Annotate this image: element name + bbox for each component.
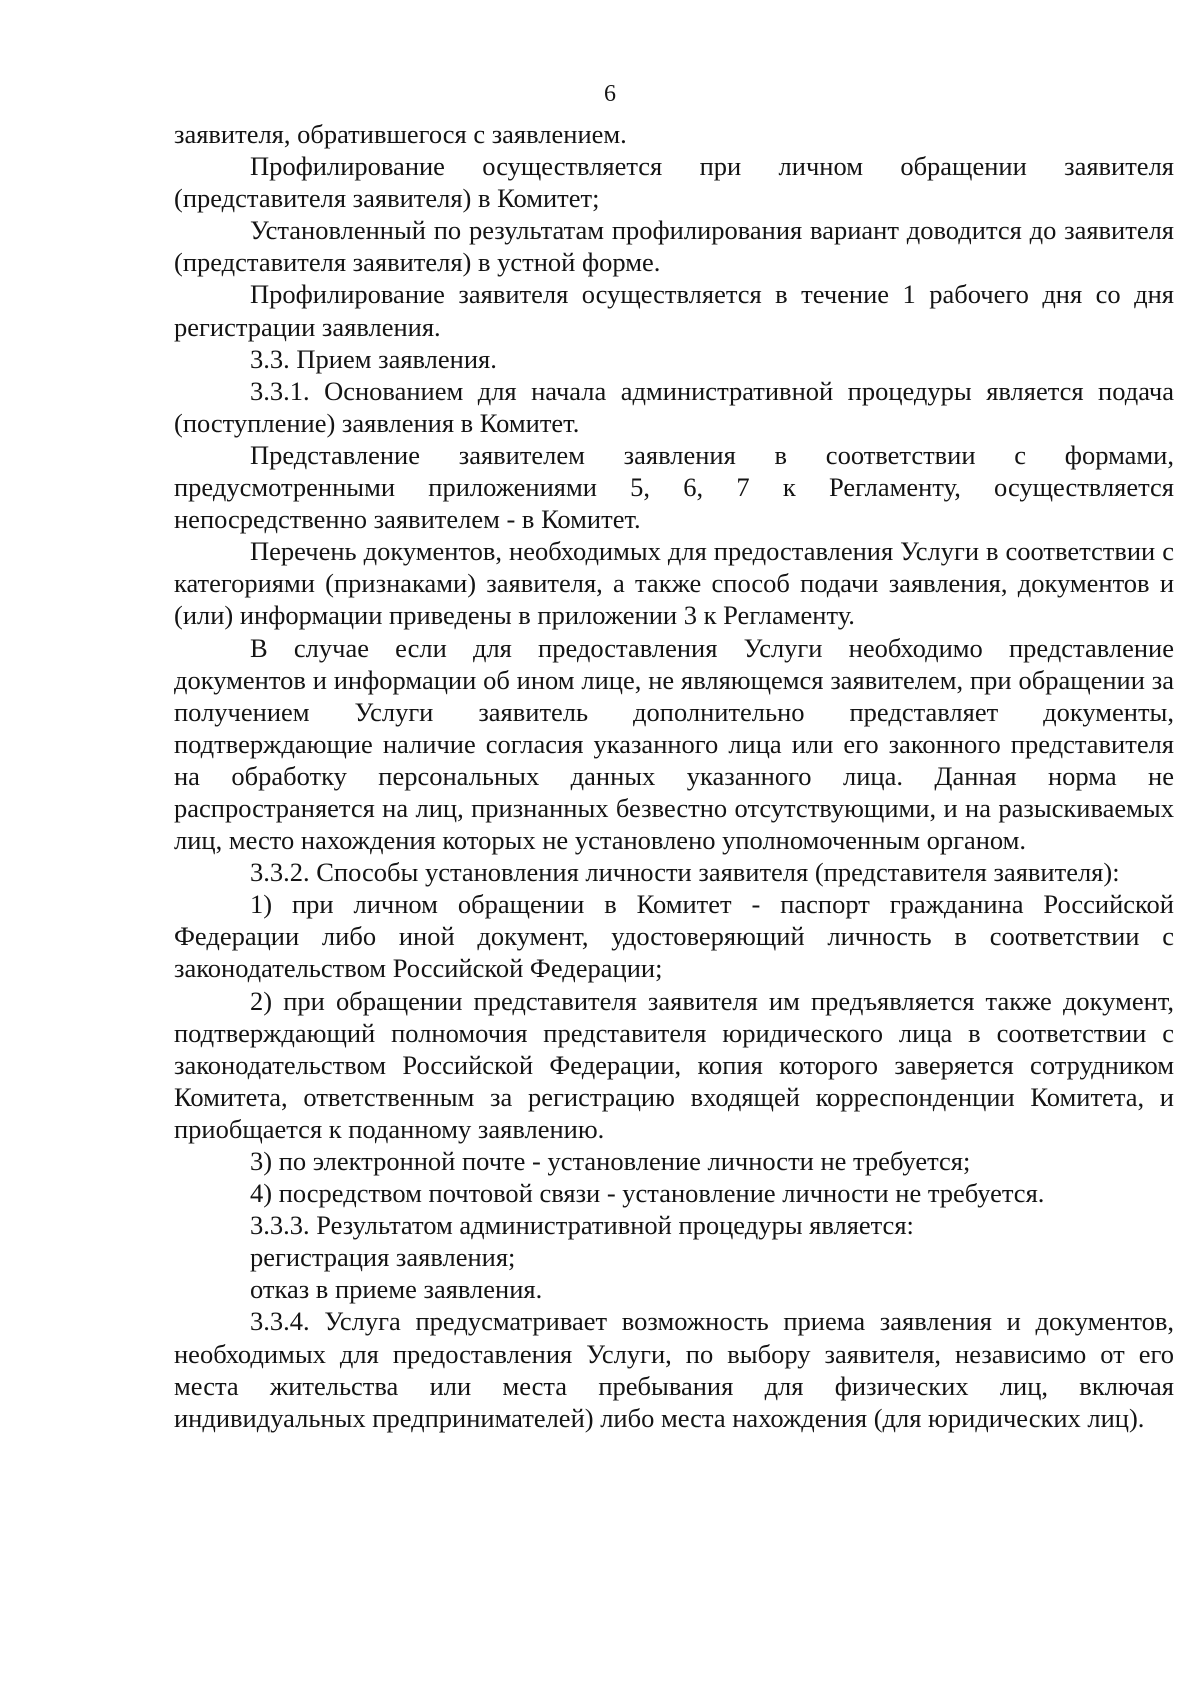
page-number: 6 [604, 81, 616, 107]
paragraph-3-3-1: 3.3.1. Основанием для начала административной процедуры является подача (поступление) заявления в Комитет. [174, 375, 1174, 438]
list-item-4: 4) посредством почтовой связи - установление личности не требуется. [250, 1178, 1045, 1209]
list-item-1: 1) при личном обращении в Комитет - паспорт гражданина Российской Федерации либо иной документ, удостоверяющий личность в соответствии с законодательством Российской Федерации; [174, 889, 1174, 984]
paragraph-7: Представление заявителем заявления в соответствии с формами, предусмотренными приложениями 5, 6, 7 к Регламенту, осуществляется непосредственно заявителем - в Комитет. [174, 439, 1174, 535]
document-body [174, 118, 1174, 1434]
section-heading-3-3: 3.3. Прием заявления. [250, 343, 497, 374]
paragraph-3: Установленный по результатам профилирования вариант доводится до заявителя (представителя заявителя) в устной форме. [174, 215, 1174, 278]
list-item-3: 3) по электронной почте - установление личности не требуется; [250, 1146, 971, 1176]
paragraph-3-3-4: 3.3.4. Услуга предусматривает возможность приема заявления и документов, необходимых для предоставления Услуги, по выбору заявителя, независимо от его места жительства или места пребывания для физических лиц, включая индивидуальных предпринимателей) либо места нахождения (для юридических лиц). [174, 1306, 1174, 1433]
list-item-2: 2) при обращении представителя заявителя им предъявляется также документ, подтверждающий полномочия представителя юридического лица в соответствии с законодательством Российской Федерации, копия которого заверяется сотрудником Комитета, ответственным за регистрацию входящей корреспонденции Комитета, и приобщается к поданному заявлению. [174, 985, 1174, 1144]
paragraph-3-3-3: 3.3.3. Результатом административной процедуры является: [250, 1210, 914, 1241]
paragraph-3-3-2: 3.3.2. Способы установления личности заявителя (представителя заявителя): [250, 857, 1120, 888]
paragraph-4: Профилирование заявителя осуществляется в течение 1 рабочего дня со дня регистрации заявления. [174, 279, 1174, 342]
paragraph-9: В случае если для предоставления Услуги необходимо представление документов и информации об ином лице, не являющемся заявителем, при обращении за получением Услуги заявитель дополнительно представляет документы, подтверждающие наличие согласия указанного лица или его законного представителя на обработку персональных данных указанного лица. Данная норма не распространяется на лиц, признанных безвестно отсутствующими, и на разыскиваемых лиц, место нахождения которых не установлено уполномоченным органом. [174, 632, 1174, 856]
paragraph-2: Профилирование осуществляется при личном обращении заявителя (представителя заявителя) в Комитет; [174, 151, 1174, 214]
result-item-refusal: отказ в приеме заявления. [250, 1274, 543, 1305]
result-item-registration: регистрация заявления; [250, 1242, 516, 1273]
paragraph-8: Перечень документов, необходимых для предоставления Услуги в соответствии с категориями (признаками) заявителя, а также способ подачи заявления, документов и (или) информации приведены в приложении 3 к Регламенту. [174, 536, 1174, 631]
paragraph-1: заявителя, обратившегося с заявлением. [174, 119, 627, 149]
